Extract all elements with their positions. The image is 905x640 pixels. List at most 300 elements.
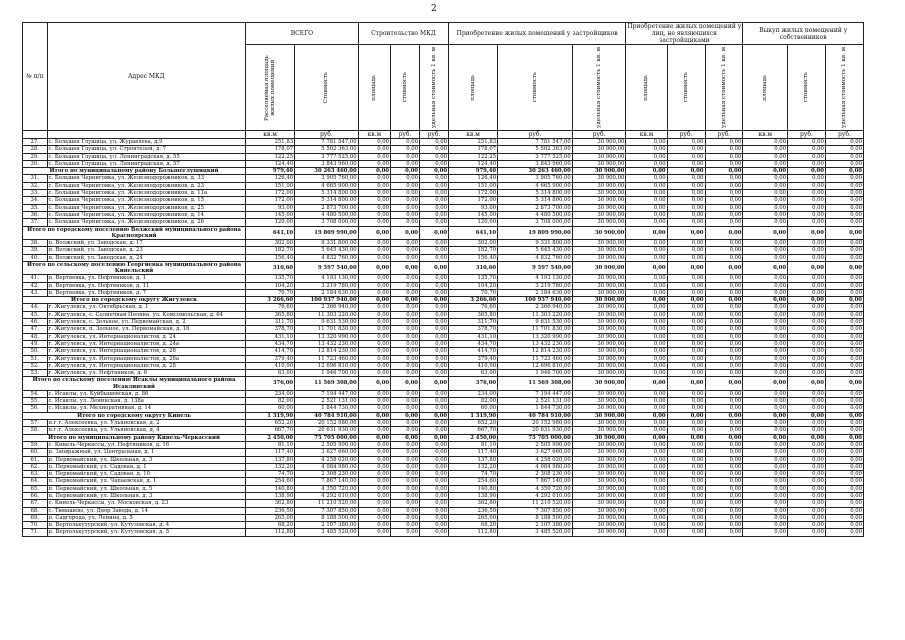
total-cost: 4 292 010,00	[295, 492, 359, 499]
construction-cost: 0,00	[391, 420, 420, 427]
subheader-resettled-area: Расселяемая площадь жилых помещений	[246, 45, 295, 131]
non-developer-cost: 0,00	[667, 275, 705, 282]
developer-cost: 4 193 130,00	[498, 275, 573, 282]
non-developer-area: 0,00	[626, 311, 667, 318]
construction-area: 0,00	[358, 348, 390, 355]
total-area: 410,90	[246, 362, 295, 369]
row-number: 58.	[23, 427, 48, 434]
buyout-unit-cost: 0,00	[825, 182, 863, 189]
buyout-cost: 0,00	[788, 326, 826, 333]
non-developer-cost: 0,00	[667, 434, 705, 441]
buyout-cost: 0,00	[788, 211, 826, 218]
table-row	[23, 348, 864, 355]
buyout-area: 0,00	[743, 507, 788, 514]
construction-unit-cost: 0,00	[420, 319, 449, 326]
row-number: 29.	[23, 153, 48, 160]
row-address: с. Большая Черниговка, ул. Железнодорожников, д. 26	[47, 219, 246, 226]
developer-unit-cost: 30 900,00	[572, 247, 626, 254]
buyout-unit-cost: 0,00	[825, 478, 863, 485]
buyout-cost: 0,00	[788, 254, 826, 261]
total-area: 112,80	[246, 529, 295, 536]
buyout-unit-cost: 0,00	[825, 211, 863, 218]
unit-cell: руб.	[391, 131, 420, 139]
buyout-cost: 0,00	[788, 420, 826, 427]
subtotal-label: Итого по городскому округу Жигулевск	[23, 297, 246, 304]
developer-cost: 13 432 230,00	[498, 340, 573, 347]
buyout-area: 0,00	[743, 139, 788, 146]
developer-area: 641,10	[449, 226, 498, 239]
non-developer-unit-cost: 0,00	[705, 420, 743, 427]
total-cost: 9 631 530,00	[295, 319, 359, 326]
non-developer-cost: 0,00	[667, 146, 705, 153]
developer-unit-cost: 30 900,00	[572, 204, 626, 211]
non-developer-unit-cost: 0,00	[705, 282, 743, 289]
construction-area: 0,00	[358, 456, 390, 463]
total-area: 379,40	[246, 355, 295, 362]
total-cost: 4 665 900,00	[295, 182, 359, 189]
non-developer-area: 0,00	[626, 226, 667, 239]
group-header-construction: Строительство МКД	[358, 23, 448, 45]
buyout-area: 0,00	[743, 390, 788, 397]
row-number: 70.	[23, 522, 48, 529]
table-row	[23, 153, 864, 160]
buyout-cost: 0,00	[788, 239, 826, 246]
buyout-cost: 0,00	[788, 348, 826, 355]
developer-unit-cost: 30 900,00	[572, 485, 626, 492]
construction-unit-cost: 0,00	[420, 175, 449, 182]
buyout-unit-cost: 0,00	[825, 377, 863, 390]
non-developer-area: 0,00	[626, 529, 667, 536]
non-developer-area: 0,00	[626, 355, 667, 362]
row-number: 28.	[23, 146, 48, 153]
total-cost: 5 645 430,00	[295, 247, 359, 254]
non-developer-cost: 0,00	[667, 398, 705, 405]
buyout-area: 0,00	[743, 405, 788, 412]
total-area: 182,70	[246, 247, 295, 254]
construction-cost: 0,00	[391, 175, 420, 182]
total-cost: 8 188 500,00	[295, 514, 359, 521]
total-cost: 3 777 525,00	[295, 153, 359, 160]
buyout-unit-cost: 0,00	[825, 160, 863, 167]
developer-area: 431,10	[449, 333, 498, 340]
developer-area: 135,70	[449, 275, 498, 282]
total-area: 120,00	[246, 219, 295, 226]
total-cost: 1 844 730,00	[295, 405, 359, 412]
total-area: 81,10	[246, 441, 295, 448]
row-address: п. Вертяевка, ул. Нефтяников, д. 11	[47, 282, 246, 289]
non-developer-cost: 0,00	[667, 456, 705, 463]
buyout-cost: 0,00	[788, 441, 826, 448]
non-developer-cost: 0,00	[667, 340, 705, 347]
construction-unit-cost: 0,00	[420, 529, 449, 536]
buyout-cost: 0,00	[788, 289, 826, 296]
developer-cost: 100 937 940,00	[498, 297, 573, 304]
developer-area: 172,00	[449, 190, 498, 197]
buyout-area: 0,00	[743, 326, 788, 333]
non-developer-area: 0,00	[626, 340, 667, 347]
buyout-cost: 0,00	[788, 471, 826, 478]
developer-cost: 2 184 630,00	[498, 289, 573, 296]
construction-unit-cost: 0,00	[420, 204, 449, 211]
non-developer-area: 0,00	[626, 441, 667, 448]
total-cost: 100 937 940,00	[295, 297, 359, 304]
row-address: с. Большая Черниговка, ул. Железнодорожников, д. 33	[47, 175, 246, 182]
row-number: 51.	[23, 355, 48, 362]
unit-cell: кв.м	[358, 131, 390, 139]
buyout-cost: 0,00	[788, 182, 826, 189]
developer-cost: 7 194 447,00	[498, 390, 573, 397]
buyout-area: 0,00	[743, 261, 788, 274]
construction-unit-cost: 0,00	[420, 348, 449, 355]
total-cost: 40 784 910,00	[295, 412, 359, 419]
non-developer-cost: 0,00	[667, 190, 705, 197]
row-address: с. Большая Глушица, ул. Ленинградская, д. 55	[47, 153, 246, 160]
table-row	[23, 449, 864, 456]
non-developer-cost: 0,00	[667, 478, 705, 485]
buyout-area: 0,00	[743, 168, 788, 175]
buyout-cost: 0,00	[788, 405, 826, 412]
construction-unit-cost: 0,00	[420, 304, 449, 311]
developer-cost: 4 350 720,00	[498, 485, 573, 492]
buyout-cost: 0,00	[788, 197, 826, 204]
row-number: 42.	[23, 282, 48, 289]
developer-unit-cost: 30 900,00	[572, 160, 626, 167]
non-developer-area: 0,00	[626, 333, 667, 340]
total-cost: 4 832 760,00	[295, 254, 359, 261]
non-developer-unit-cost: 0,00	[705, 514, 743, 521]
developer-unit-cost: 30 900,00	[572, 168, 626, 175]
developer-area: 145,00	[449, 211, 498, 218]
buyout-cost: 0,00	[788, 514, 826, 521]
total-area: 652,20	[246, 420, 295, 427]
developer-area: 122,25	[449, 153, 498, 160]
construction-unit-cost: 0,00	[420, 434, 449, 441]
construction-area: 0,00	[358, 390, 390, 397]
unit-cell: кв.м	[743, 131, 788, 139]
total-cost: 3 219 780,00	[295, 282, 359, 289]
construction-area: 0,00	[358, 362, 390, 369]
developer-unit-cost: 30 900,00	[572, 398, 626, 405]
subtotal-row	[23, 297, 864, 304]
total-area: 236,50	[246, 507, 295, 514]
total-area: 414,70	[246, 348, 295, 355]
buyout-unit-cost: 0,00	[825, 204, 863, 211]
buyout-area: 0,00	[743, 197, 788, 204]
developer-unit-cost: 30 900,00	[572, 507, 626, 514]
subtotal-row	[23, 434, 864, 441]
non-developer-unit-cost: 0,00	[705, 507, 743, 514]
construction-area: 0,00	[358, 175, 390, 182]
buyout-area: 0,00	[743, 153, 788, 160]
developer-unit-cost: 30 900,00	[572, 463, 626, 470]
developer-cost: 2 521 131,00	[498, 398, 573, 405]
row-number: 39.	[23, 247, 48, 254]
construction-unit-cost: 0,00	[420, 507, 449, 514]
total-cost: 2 308 230,00	[295, 471, 359, 478]
construction-unit-cost: 0,00	[420, 522, 449, 529]
construction-unit-cost: 0,00	[420, 247, 449, 254]
construction-cost: 0,00	[391, 434, 420, 441]
total-area: 140,80	[246, 485, 295, 492]
non-developer-unit-cost: 0,00	[705, 297, 743, 304]
non-developer-unit-cost: 0,00	[705, 289, 743, 296]
construction-cost: 0,00	[391, 398, 420, 405]
buyout-cost: 0,00	[788, 146, 826, 153]
buyout-area: 0,00	[743, 456, 788, 463]
row-address: с. Исаклы, ул. Куйбышевская, д. 86	[47, 390, 246, 397]
row-number: 34.	[23, 197, 48, 204]
developer-cost: 3 777 525,00	[498, 153, 573, 160]
buyout-area: 0,00	[743, 211, 788, 218]
buyout-area: 0,00	[743, 463, 788, 470]
total-cost: 11 569 308,00	[295, 377, 359, 390]
developer-area: 434,70	[449, 340, 498, 347]
total-area: 979,40	[246, 168, 295, 175]
developer-area: 124,40	[449, 160, 498, 167]
row-number: 38.	[23, 239, 48, 246]
developer-cost: 3 627 660,00	[498, 449, 573, 456]
buyout-area: 0,00	[743, 485, 788, 492]
row-address: п. Первомайский, ул. Школьная, д. 3	[47, 456, 246, 463]
col-num-header: № п/п	[23, 23, 48, 131]
developer-cost: 11 701 830,00	[498, 326, 573, 333]
table-row	[23, 190, 864, 197]
row-number: 46.	[23, 319, 48, 326]
row-number: 47.	[23, 326, 48, 333]
row-number: 68.	[23, 507, 48, 514]
row-address: г. Жигулевск, ул. Интернационалистов, д. 24а	[47, 340, 246, 347]
construction-cost: 0,00	[391, 182, 420, 189]
total-cost: 5 314 800,00	[295, 190, 359, 197]
developer-cost: 4 258 020,00	[498, 456, 573, 463]
total-area: 251,83	[246, 139, 295, 146]
construction-cost: 0,00	[391, 304, 420, 311]
row-address: г. Жигулевск, ул. Интернационалистов, д. 26а	[47, 355, 246, 362]
developer-unit-cost: 30 900,00	[572, 153, 626, 160]
total-area: 117,40	[246, 449, 295, 456]
non-developer-area: 0,00	[626, 522, 667, 529]
table-row	[23, 304, 864, 311]
construction-area: 0,00	[358, 370, 390, 377]
row-number: 64.	[23, 478, 48, 485]
non-developer-area: 0,00	[626, 478, 667, 485]
non-developer-cost: 0,00	[667, 261, 705, 274]
total-area: 172,00	[246, 190, 295, 197]
row-address: п. Первомайский, ул. Школьная, д. 5	[47, 485, 246, 492]
developer-area: 172,00	[449, 197, 498, 204]
non-developer-cost: 0,00	[667, 348, 705, 355]
table-row	[23, 282, 864, 289]
subheader-area: площадь	[743, 45, 788, 131]
developer-area: 3 266,60	[449, 297, 498, 304]
non-developer-unit-cost: 0,00	[705, 247, 743, 254]
construction-unit-cost: 0,00	[420, 514, 449, 521]
construction-cost: 0,00	[391, 412, 420, 419]
non-developer-unit-cost: 0,00	[705, 168, 743, 175]
construction-unit-cost: 0,00	[420, 362, 449, 369]
non-developer-cost: 0,00	[667, 405, 705, 412]
total-area: 156,40	[246, 254, 295, 261]
construction-area: 0,00	[358, 485, 390, 492]
developer-unit-cost: 30 900,00	[572, 500, 626, 507]
developer-area: 117,40	[449, 449, 498, 456]
non-developer-unit-cost: 0,00	[705, 304, 743, 311]
table-row	[23, 478, 864, 485]
row-number: 50.	[23, 348, 48, 355]
developer-area: 254,60	[449, 478, 498, 485]
non-developer-area: 0,00	[626, 420, 667, 427]
buyout-area: 0,00	[743, 311, 788, 318]
developer-cost: 7 781 547,00	[498, 139, 573, 146]
construction-cost: 0,00	[391, 226, 420, 239]
developer-area: 410,90	[449, 362, 498, 369]
non-developer-unit-cost: 0,00	[705, 449, 743, 456]
table-row	[23, 441, 864, 448]
buyout-cost: 0,00	[788, 355, 826, 362]
developer-unit-cost: 30 900,00	[572, 405, 626, 412]
construction-area: 0,00	[358, 522, 390, 529]
table-row	[23, 362, 864, 369]
table-row	[23, 239, 864, 246]
non-developer-unit-cost: 0,00	[705, 275, 743, 282]
table-row	[23, 254, 864, 261]
buyout-cost: 0,00	[788, 449, 826, 456]
developer-unit-cost: 30 900,00	[572, 326, 626, 333]
buyout-cost: 0,00	[788, 398, 826, 405]
buyout-cost: 0,00	[788, 139, 826, 146]
buyout-unit-cost: 0,00	[825, 247, 863, 254]
total-area: 126,40	[246, 175, 295, 182]
construction-cost: 0,00	[391, 500, 420, 507]
construction-unit-cost: 0,00	[420, 326, 449, 333]
construction-area: 0,00	[358, 449, 390, 456]
non-developer-cost: 0,00	[667, 239, 705, 246]
buyout-unit-cost: 0,00	[825, 427, 863, 434]
developer-cost: 40 784 910,00	[498, 412, 573, 419]
buyout-unit-cost: 0,00	[825, 239, 863, 246]
developer-unit-cost: 30 900,00	[572, 449, 626, 456]
subheader-unit-cost: удельная стоимость 1 кв. м	[825, 45, 863, 131]
non-developer-unit-cost: 0,00	[705, 319, 743, 326]
buyout-unit-cost: 0,00	[825, 282, 863, 289]
developer-unit-cost: 30 900,00	[572, 211, 626, 218]
buyout-area: 0,00	[743, 355, 788, 362]
buyout-cost: 0,00	[788, 478, 826, 485]
construction-unit-cost: 0,00	[420, 190, 449, 197]
non-developer-area: 0,00	[626, 412, 667, 419]
row-number: 62.	[23, 463, 48, 470]
total-area: 138,90	[246, 492, 295, 499]
construction-unit-cost: 0,00	[420, 139, 449, 146]
buyout-area: 0,00	[743, 471, 788, 478]
developer-cost: 11 210 520,00	[498, 500, 573, 507]
table-row	[23, 311, 864, 318]
non-developer-cost: 0,00	[667, 153, 705, 160]
total-area: 122,25	[246, 153, 295, 160]
construction-cost: 0,00	[391, 370, 420, 377]
table-row	[23, 175, 864, 182]
construction-area: 0,00	[358, 139, 390, 146]
developer-cost: 3 843 960,00	[498, 160, 573, 167]
table-row	[23, 326, 864, 333]
construction-cost: 0,00	[391, 153, 420, 160]
construction-cost: 0,00	[391, 456, 420, 463]
total-cost: 20 631 930,00	[295, 427, 359, 434]
construction-unit-cost: 0,00	[420, 441, 449, 448]
total-area: 641,10	[246, 226, 295, 239]
row-number: 66.	[23, 492, 48, 499]
developer-unit-cost: 30 900,00	[572, 254, 626, 261]
total-area: 137,80	[246, 456, 295, 463]
row-address: с. Большая Глушица, ул. Журавлева, д.9	[47, 139, 246, 146]
total-cost: 7 867 140,00	[295, 478, 359, 485]
total-cost: 2 184 630,00	[295, 289, 359, 296]
row-address: с. Большая Черниговка, ул. Железнодорожников, д. 25	[47, 204, 246, 211]
non-developer-unit-cost: 0,00	[705, 355, 743, 362]
non-developer-cost: 0,00	[667, 197, 705, 204]
row-address: г. Жигулевск, ул. Интернационалистов, д. 28	[47, 362, 246, 369]
unit-cell-empty	[47, 131, 246, 139]
subheader-unit-cost: удельная стоимость 1 кв. м	[705, 45, 743, 131]
non-developer-unit-cost: 0,00	[705, 239, 743, 246]
table-row	[23, 160, 864, 167]
row-number: 52.	[23, 362, 48, 369]
non-developer-area: 0,00	[626, 211, 667, 218]
non-developer-unit-cost: 0,00	[705, 182, 743, 189]
developer-area: 379,40	[449, 355, 498, 362]
subtotal-row	[23, 226, 864, 239]
row-address: п. Вертолькутурский, ул. Кутузовская, д. 5	[47, 529, 246, 536]
buyout-area: 0,00	[743, 377, 788, 390]
construction-unit-cost: 0,00	[420, 485, 449, 492]
subheader-cost: стоимость	[788, 45, 826, 131]
total-cost: 4 084 980,00	[295, 463, 359, 470]
total-cost: 5 314 800,00	[295, 197, 359, 204]
non-developer-unit-cost: 0,00	[705, 492, 743, 499]
construction-area: 0,00	[358, 304, 390, 311]
non-developer-unit-cost: 0,00	[705, 254, 743, 261]
total-area: 431,10	[246, 333, 295, 340]
group-header-non-developers: Приобретение жилых помещений у лиц, не являющихся застройщиками	[627, 23, 742, 44]
total-cost: 7 307 850,00	[295, 507, 359, 514]
construction-area: 0,00	[358, 398, 390, 405]
table-row	[23, 529, 864, 536]
buyout-area: 0,00	[743, 319, 788, 326]
total-area: 132,20	[246, 463, 295, 470]
row-number: 71.	[23, 529, 48, 536]
non-developer-cost: 0,00	[667, 370, 705, 377]
row-number: 32.	[23, 182, 48, 189]
buyout-cost: 0,00	[788, 297, 826, 304]
row-number: 41.	[23, 275, 48, 282]
non-developer-area: 0,00	[626, 160, 667, 167]
non-developer-area: 0,00	[626, 500, 667, 507]
buyout-area: 0,00	[743, 434, 788, 441]
total-cost: 19 809 990,00	[295, 226, 359, 239]
row-address: п. Вертяевка, ул. Нефтяников, д. 7	[47, 289, 246, 296]
table-row	[23, 522, 864, 529]
total-area: 70,70	[246, 289, 295, 296]
non-developer-unit-cost: 0,00	[705, 311, 743, 318]
developer-area: 236,50	[449, 507, 498, 514]
total-area: 60,00	[246, 405, 295, 412]
non-developer-cost: 0,00	[667, 463, 705, 470]
buyout-cost: 0,00	[788, 333, 826, 340]
non-developer-unit-cost: 0,00	[705, 340, 743, 347]
total-area: 63,00	[246, 370, 295, 377]
page-number: 2	[431, 4, 437, 14]
construction-cost: 0,00	[391, 197, 420, 204]
